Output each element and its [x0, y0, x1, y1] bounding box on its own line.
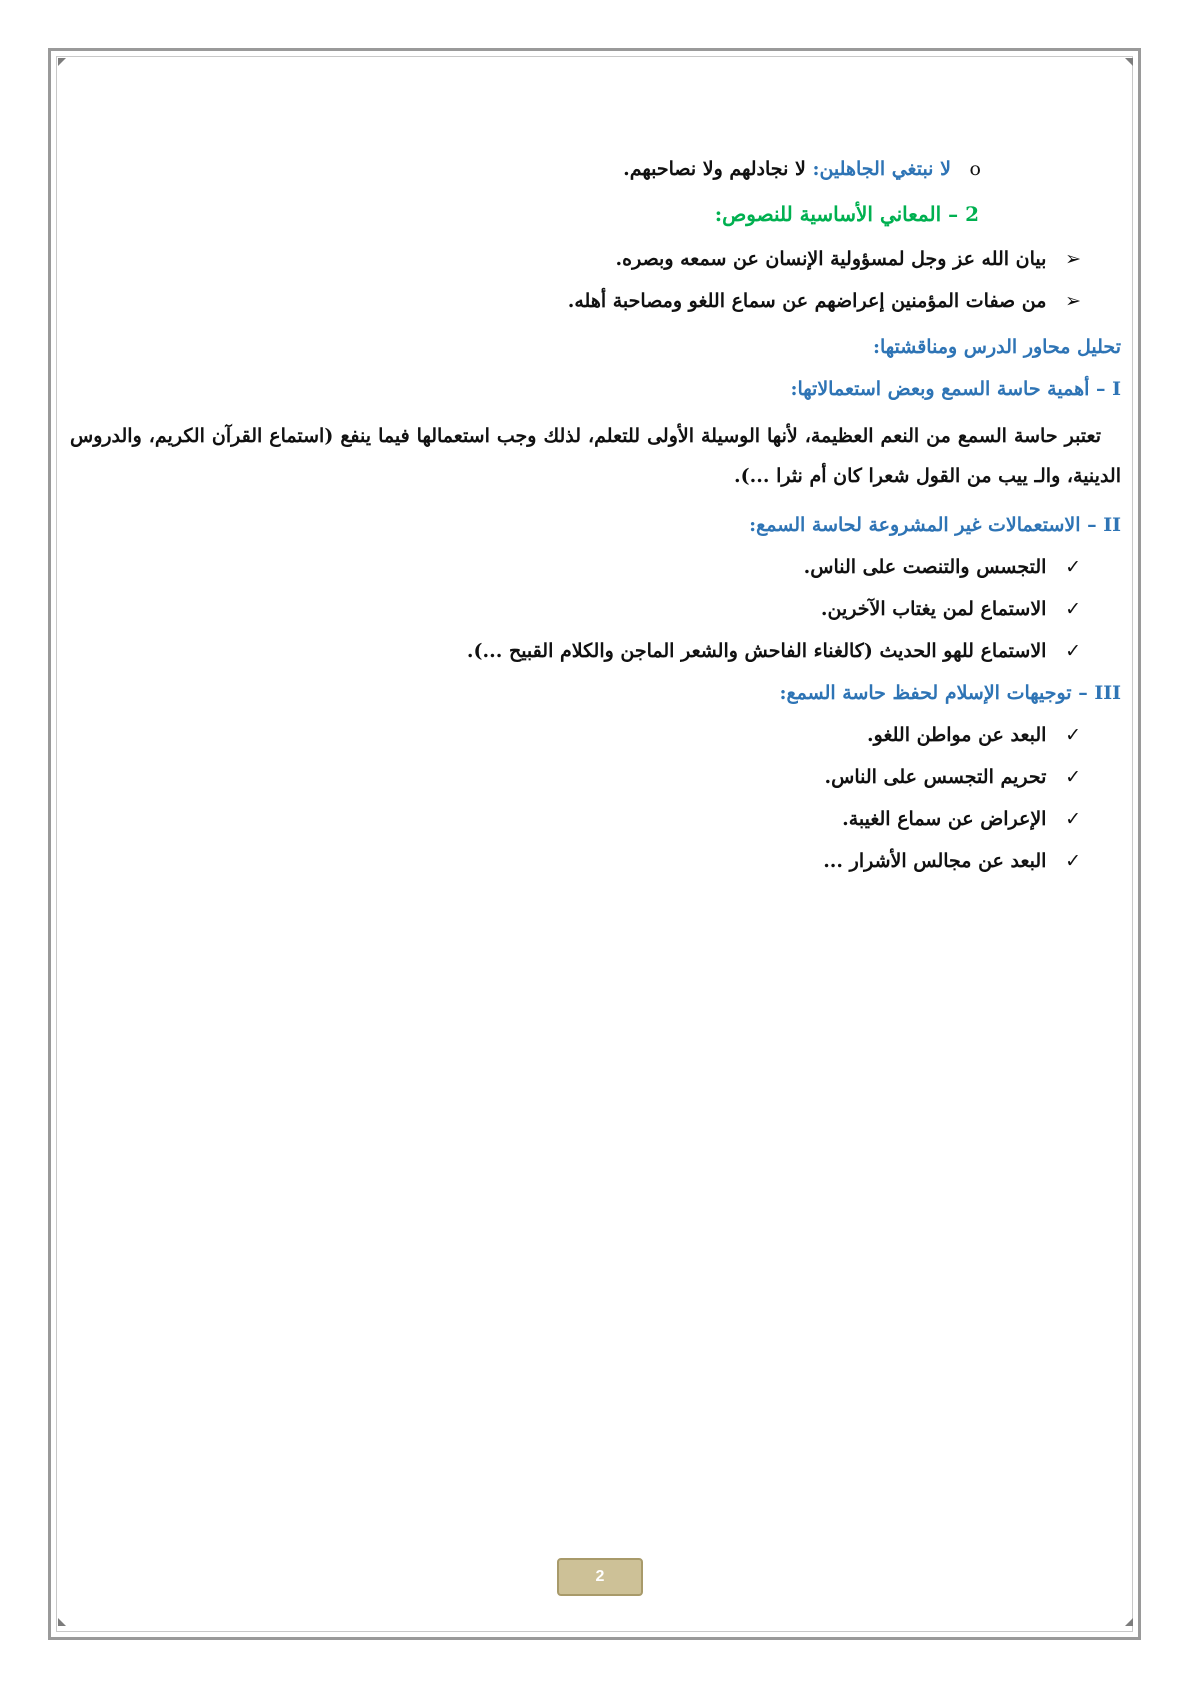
section-heading: II – الاستعمالات غير المشروعة لحاسة السمع: — [749, 514, 1121, 536]
circle-bullet-icon: o — [969, 158, 981, 180]
list-item — [825, 766, 1081, 788]
list-item-text: بيان الله عز وجل لمسؤولية الإنسان عن سمعه وبصره. — [615, 248, 1047, 270]
list-item — [467, 640, 1081, 662]
list-item-text: الإعراض عن سماع الغيبة. — [842, 808, 1047, 830]
list-item — [568, 290, 1081, 312]
list-item — [842, 808, 1081, 830]
list-item-text: الاستماع للهو الحديث (كالغناء الفاحش والشعر الماجن والكلام القبيح ...). — [466, 640, 1047, 662]
check-icon: ✓ — [1065, 766, 1081, 788]
list-item — [804, 556, 1081, 578]
corner-ornament — [58, 1618, 66, 1626]
list-item-text: من صفات المؤمنين إعراضهم عن سماع اللغو ومصاحبة أهله. — [567, 290, 1047, 312]
corner-ornament — [1125, 58, 1133, 66]
arrow-bullet-icon: ➢ — [1065, 290, 1081, 312]
list-item-text: البعد عن مواطن اللغو. — [867, 724, 1047, 746]
list-item-text: التجسس والتنصت على الناس. — [803, 556, 1047, 578]
list-item-text: تحريم التجسس على الناس. — [824, 766, 1047, 788]
list-item — [867, 724, 1081, 746]
paragraph: تعتبر حاسة السمع من النعم العظيمة، لأنها الوسيلة الأولى للتعلم، لذلك وجب استعمالها فيما ينفع (استماع القرآن الكريم، والدروس الدينية، والـ ييب من القول شعرا كان أم نثرا ...). — [70, 425, 1121, 487]
page-number-badge: 2 — [557, 1558, 643, 1596]
term: لا نبتغي الجاهلين: — [812, 158, 951, 180]
list-item — [623, 158, 981, 180]
check-icon: ✓ — [1065, 724, 1081, 746]
section-heading: 2 – المعاني الأساسية للنصوص: — [714, 202, 979, 226]
check-icon: ✓ — [1065, 640, 1081, 662]
list-item-text: الاستماع لمن يغتاب الآخرين. — [820, 598, 1047, 620]
section-heading: تحليل محاور الدرس ومناقشتها: — [872, 336, 1121, 358]
arrow-bullet-icon: ➢ — [1065, 248, 1081, 270]
check-icon: ✓ — [1065, 850, 1081, 872]
section-heading: III – توجيهات الإسلام لحفظ حاسة السمع: — [779, 682, 1121, 704]
list-item — [821, 598, 1081, 620]
corner-ornament — [58, 58, 66, 66]
list-item — [616, 248, 1081, 270]
list-item — [823, 850, 1081, 872]
section-heading: I – أهمية حاسة السمع وبعض استعمالاتها: — [790, 378, 1121, 400]
check-icon: ✓ — [1065, 598, 1081, 620]
check-icon: ✓ — [1065, 556, 1081, 578]
list-item-text: البعد عن مجالس الأشرار ... — [823, 850, 1047, 872]
corner-ornament — [1125, 1618, 1133, 1626]
term-definition: لا نجادلهم ولا نصاحبهم. — [623, 158, 806, 180]
check-icon: ✓ — [1065, 808, 1081, 830]
